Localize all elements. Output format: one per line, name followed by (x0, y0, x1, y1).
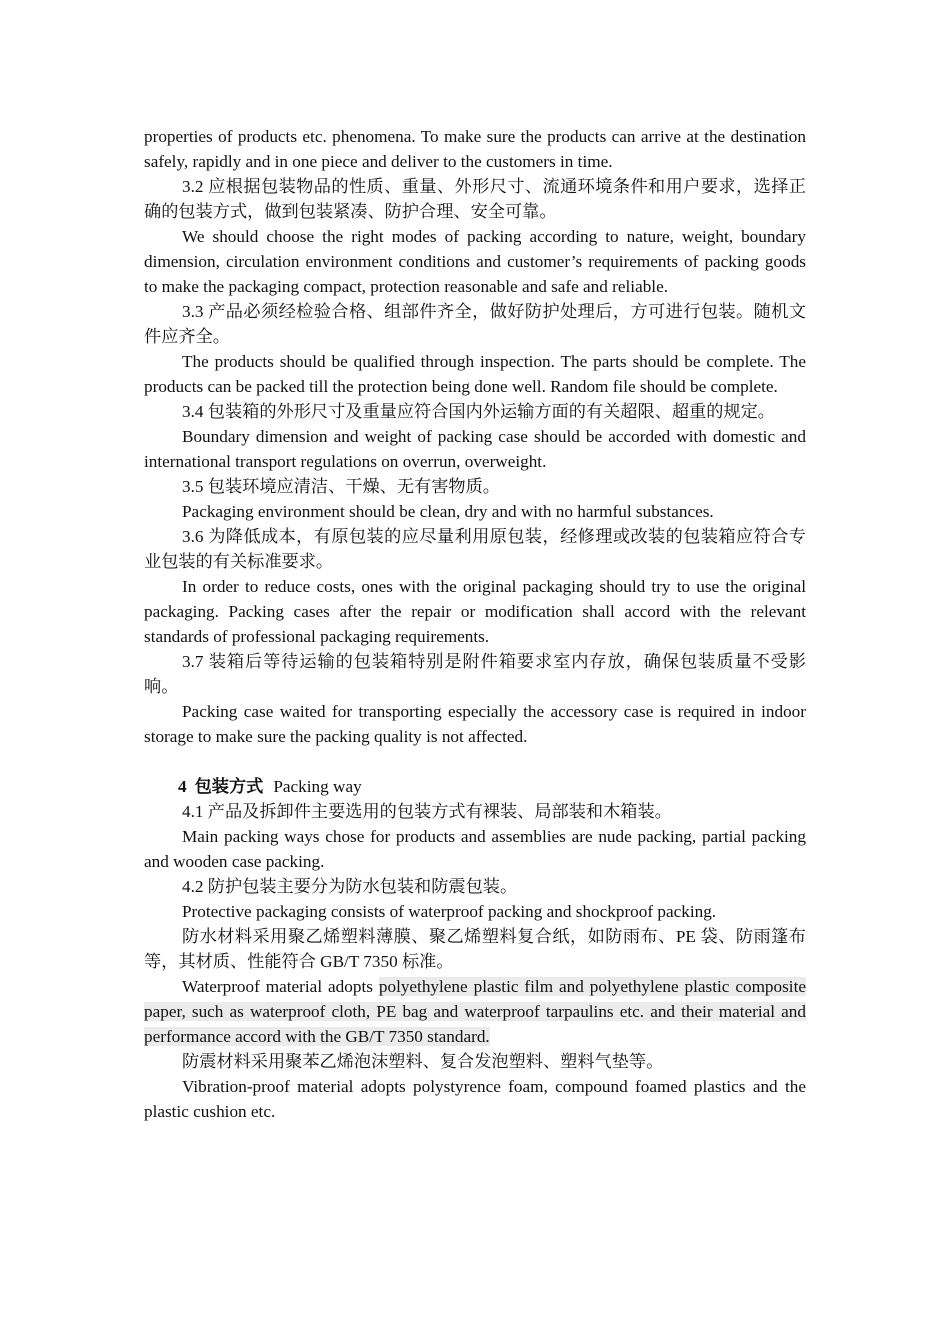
waterproof-material-english (144, 974, 806, 1049)
waterproof-text-lead: Waterproof material adopts (182, 977, 379, 996)
waterproof-material-chinese: 防水材料采用聚乙烯塑料薄膜、聚乙烯塑料复合纸，如防雨布、PE 袋、防雨篷布等，其材质、性能符合 GB/T 7350 标准。 (144, 927, 806, 971)
section-4-heading (144, 774, 806, 799)
waterproof-text-highlighted: polyethylene plastic film and polyethylene plastic composite paper, such as waterproof cloth, PE bag and waterproof tarpaulins etc. and their material and performance accord with the GB/T 7350 standard. (144, 977, 806, 1046)
clause-3-6-english: In order to reduce costs, ones with the original packaging should try to use the original packaging. Packing cases after the repair or modification shall accord with the relevant standards of professional packaging requirements. (144, 577, 806, 646)
section-title-english: Packing way (273, 777, 362, 796)
clause-3-3-english: The products should be qualified through inspection. The parts should be complete. The products can be packed till the protection being done well. Random file should be complete. (144, 352, 806, 396)
section-number: 4 (178, 777, 187, 796)
document-page (144, 124, 806, 1124)
vibration-material-chinese: 防震材料采用聚苯乙烯泡沫塑料、复合发泡塑料、塑料气垫等。 (182, 1052, 664, 1071)
clause-4-2-english: Protective packaging consists of waterproof packing and shockproof packing. (182, 902, 717, 921)
clause-4-1-english: Main packing ways chose for products and assemblies are nude packing, partial packing and wooden case packing. (144, 827, 806, 871)
clause-3-5-chinese: 3.5 包装环境应清洁、干燥、无有害物质。 (182, 477, 500, 496)
clause-3-4-english: Boundary dimension and weight of packing case should be accorded with domestic and international transport regulations on overrun, overweight. (144, 427, 806, 471)
clause-3-7-chinese: 3.7 装箱后等待运输的包装箱特别是附件箱要求室内存放，确保包装质量不受影响。 (144, 652, 806, 696)
paragraph-continuation: properties of products etc. phenomena. To make sure the products can arrive at the destination safely, rapidly and in one piece and deliver to the customers in time. (144, 127, 806, 171)
clause-4-1-chinese: 4.1 产品及拆卸件主要选用的包装方式有裸装、局部装和木箱装。 (182, 802, 672, 821)
clause-3-5-english: Packaging environment should be clean, dry and with no harmful substances. (182, 502, 714, 521)
clause-3-2-english: We should choose the right modes of packing according to nature, weight, boundary dimension, circulation environment conditions and customer’s requirements of packing goods to make the packaging compact, protection reasonable and safe and reliable. (144, 227, 806, 296)
clause-3-7-english: Packing case waited for transporting especially the accessory case is required in indoor storage to make sure the packing quality is not affected. (144, 702, 806, 746)
clause-3-2-chinese: 3.2 应根据包装物品的性质、重量、外形尺寸、流通环境条件和用户要求，选择正确的包装方式，做到包装紧凑、防护合理、安全可靠。 (144, 177, 806, 221)
vibration-material-english: Vibration-proof material adopts polystyrence foam, compound foamed plastics and the plastic cushion etc. (144, 1077, 806, 1121)
section-title-chinese: 包装方式 (194, 777, 264, 796)
clause-3-6-chinese: 3.6 为降低成本，有原包装的应尽量利用原包装，经修理或改装的包装箱应符合专业包装的有关标准要求。 (144, 527, 806, 571)
clause-3-4-chinese: 3.4 包装箱的外形尺寸及重量应符合国内外运输方面的有关超限、超重的规定。 (182, 402, 775, 421)
clause-3-3-chinese: 3.3 产品必须经检验合格、组部件齐全，做好防护处理后，方可进行包装。随机文件应齐全。 (144, 302, 806, 346)
clause-4-2-chinese: 4.2 防护包装主要分为防水包装和防震包装。 (182, 877, 518, 896)
